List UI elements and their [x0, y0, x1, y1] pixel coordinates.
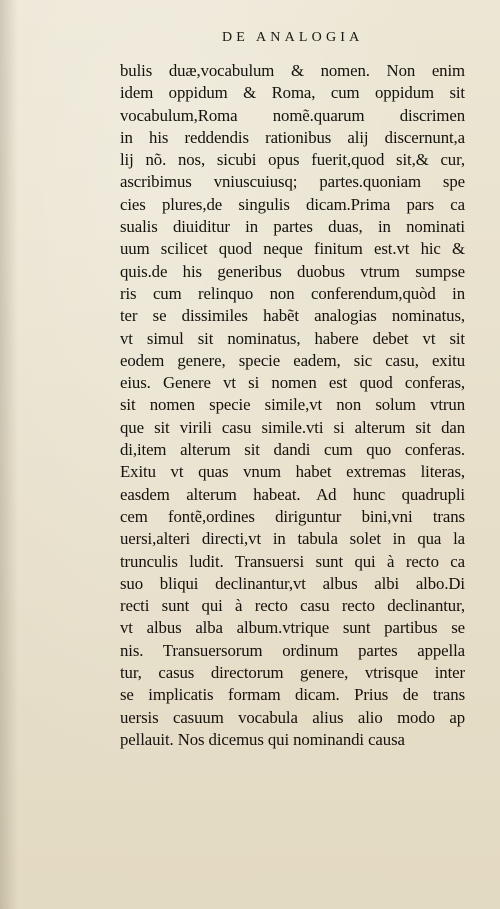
text-line: pellauit. Nos dicemus qui nominandi causa: [120, 729, 405, 749]
text-line: que sit virili casu simile.vti si alterum sit dan: [120, 417, 465, 437]
text-line: uersi,alteri directi,vt in tabula solet in qua la: [120, 529, 465, 549]
text-line: sit nomen specie simile,vt non solum vtrun: [120, 395, 465, 415]
text-line: cies plures,de singulis dicam.Prima pars ca: [120, 194, 465, 214]
text-line: ascribimus vniuscuiusq; partes.quoniam spe: [120, 172, 465, 192]
gutter-shadow: [0, 0, 18, 909]
text-line: vt albus alba album.vtrique sunt partibus se: [120, 618, 465, 638]
text-line: ter se dissimiles habẽt analogias nominatus,: [120, 306, 465, 326]
text-line: uersis casuum vocabula alius alio modo ap: [120, 707, 465, 727]
text-line: lij nõ. nos, sicubi opus fuerit,quod sit,& cur,: [120, 150, 465, 170]
text-line: se implicatis formam dicam. Prius de trans: [120, 685, 465, 705]
text-line: tur, casus directorum genere, vtrisque inter: [120, 663, 465, 683]
body-text: [120, 60, 465, 751]
text-line: di,item alterum sit dandi cum quo conferas.: [120, 440, 465, 460]
text-line: sualis diuiditur in partes duas, in nominati: [120, 217, 465, 237]
text-line: cem fontẽ,ordines diriguntur bini,vni trans: [120, 506, 465, 526]
text-line: uum scilicet quod neque finitum est.vt hic &: [120, 239, 465, 259]
text-line: easdem alterum habeat. Ad hunc quadrupli: [120, 484, 465, 504]
text-line: trunculis ludit. Transuersi sunt qui à recto ca: [120, 551, 465, 571]
text-line: ris cum relinquo non conferendum,quòd in: [120, 283, 465, 303]
running-head: DE ANALOGIA: [222, 30, 364, 45]
text-line: eius. Genere vt si nomen est quod conferas,: [120, 373, 465, 393]
text-line: eodem genere, specie eadem, sic casu, exitu: [120, 350, 465, 370]
text-line: vt simul sit nominatus, habere debet vt sit: [120, 328, 465, 348]
text-line: recti sunt qui à recto casu recto declinantur,: [120, 596, 465, 616]
text-line: Exitu vt quas vnum habet extremas literas,: [120, 462, 465, 482]
text-line: idem oppidum & Roma, cum oppidum sit: [120, 83, 465, 103]
text-line: vocabulum,Roma nomẽ.quarum discrimen: [120, 105, 465, 125]
text-line: bulis duæ,vocabulum & nomen. Non enim: [120, 61, 465, 80]
text-line: nis. Transuersorum ordinum partes appella: [120, 640, 465, 660]
text-line: in his reddendis rationibus alij discernunt,a: [120, 127, 465, 147]
text-line: quis.de his generibus duobus vtrum sumpse: [120, 261, 465, 281]
text-line: suo bliqui declinantur,vt albus albi albo.Di: [120, 573, 465, 593]
